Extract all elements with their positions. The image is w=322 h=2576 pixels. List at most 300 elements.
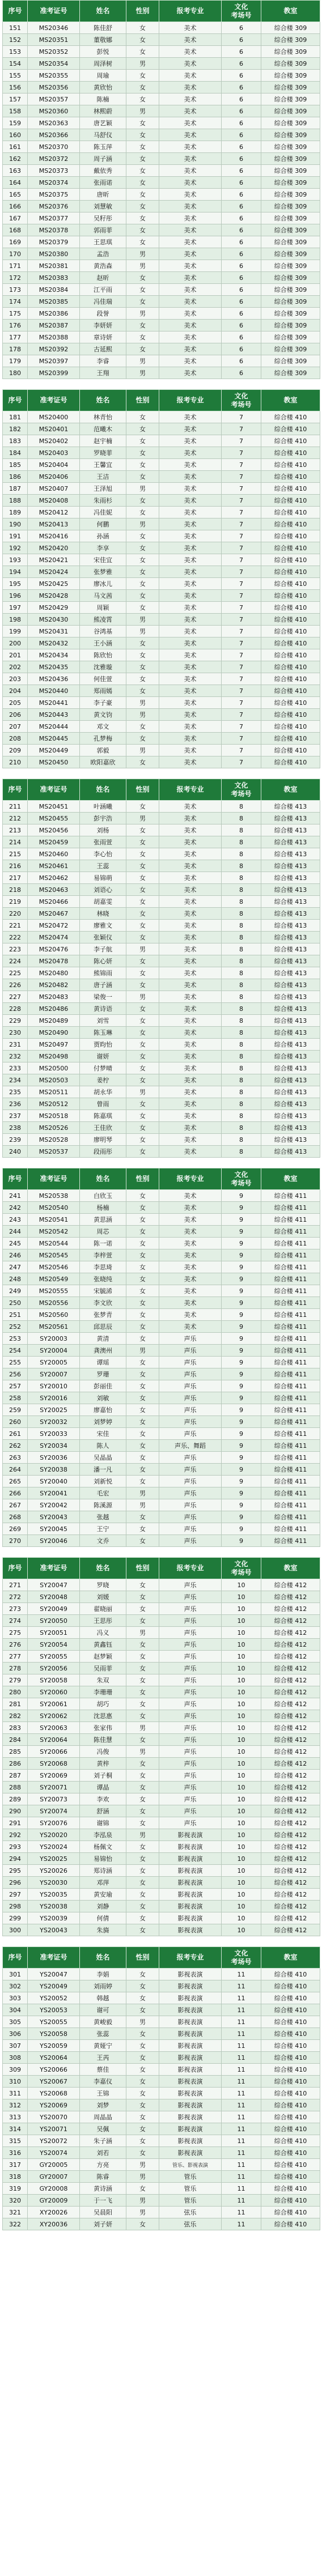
cell-name: 张梦青	[80, 1309, 126, 1321]
cell-major: 美术	[159, 471, 222, 483]
table-row	[3, 141, 320, 153]
table-row	[3, 284, 320, 296]
cell-exam: YS20043	[28, 1924, 80, 1936]
cell-name: 吴雨菲	[80, 1663, 126, 1674]
table-row	[3, 2171, 320, 2183]
cell-gender: 女	[126, 1404, 159, 1416]
cell-room: 6	[222, 260, 261, 272]
cell-exam: YS20024	[28, 1841, 80, 1853]
cell-exam: MS20392	[28, 343, 80, 355]
cell-name: 张越	[80, 1511, 126, 1523]
cell-major: 美术	[159, 649, 222, 661]
cell-name: 谢锦	[80, 1817, 126, 1829]
cell-exam: MS20370	[28, 141, 80, 153]
cell-name: 易锦怡	[80, 1853, 126, 1865]
table-row	[3, 756, 320, 768]
cell-gender: 女	[126, 70, 159, 82]
cell-major: 美术	[159, 331, 222, 343]
cell-exam: XY20036	[28, 2218, 80, 2230]
cell-exam: SY20046	[28, 1535, 80, 1547]
column-header-name: 姓名	[80, 1168, 126, 1190]
cell-gender: 女	[126, 272, 159, 284]
table-row	[3, 1535, 320, 1547]
cell-room: 6	[222, 22, 261, 34]
cell-seq: 211	[3, 801, 28, 813]
column-header-exam: 准考证号	[28, 1168, 80, 1190]
table-row	[3, 411, 320, 423]
cell-room: 11	[222, 2171, 261, 2183]
table-row	[3, 1651, 320, 1663]
cell-seq: 184	[3, 447, 28, 459]
cell-room: 10	[222, 1877, 261, 1889]
cell-classroom: 综合楼 309	[261, 93, 320, 105]
cell-seq: 260	[3, 1416, 28, 1428]
cell-exam: SY20036	[28, 1452, 80, 1464]
cell-exam: MS20489	[28, 1015, 80, 1027]
cell-major: 美术	[159, 602, 222, 614]
cell-classroom: 综合楼 410	[261, 745, 320, 756]
cell-exam: YS20059	[28, 2040, 80, 2052]
table-row	[3, 542, 320, 554]
cell-classroom: 综合楼 309	[261, 212, 320, 224]
cell-seq: 159	[3, 117, 28, 129]
cell-room: 10	[222, 1746, 261, 1758]
cell-exam: MS20459	[28, 836, 80, 848]
cell-name: 郭毅	[80, 745, 126, 756]
cell-name: 黄诗涵	[80, 2183, 126, 2195]
cell-gender: 女	[126, 1392, 159, 1404]
cell-name: 罗晓	[80, 1579, 126, 1591]
cell-room: 11	[222, 1992, 261, 2004]
cell-seq: 205	[3, 697, 28, 709]
cell-exam: SY20054	[28, 1639, 80, 1651]
cell-seq: 288	[3, 1782, 28, 1793]
cell-major: 美术	[159, 248, 222, 260]
cell-major: 声乐	[159, 1615, 222, 1627]
table-row	[3, 1015, 320, 1027]
cell-exam: MS20540	[28, 1202, 80, 1214]
table-row	[3, 201, 320, 212]
cell-seq: 183	[3, 435, 28, 447]
column-header-major: 报考专业	[159, 1168, 222, 1190]
cell-name: 李梓萱	[80, 1249, 126, 1261]
table-row	[3, 343, 320, 355]
cell-classroom: 综合楼 309	[261, 22, 320, 34]
cell-name: 戴依秀	[80, 165, 126, 177]
cell-classroom: 综合楼 410	[261, 733, 320, 745]
cell-gender: 女	[126, 1146, 159, 1158]
table-row	[3, 1793, 320, 1805]
cell-major: 美术	[159, 343, 222, 355]
cell-name: 陈佳慧	[80, 1734, 126, 1746]
cell-name: 陈欣怡	[80, 649, 126, 661]
table-row	[3, 813, 320, 824]
table-row	[3, 991, 320, 1003]
cell-seq: 225	[3, 967, 28, 979]
cell-room: 7	[222, 447, 261, 459]
cell-seq: 269	[3, 1523, 28, 1535]
table-row	[3, 1969, 320, 1980]
cell-gender: 女	[126, 1321, 159, 1333]
cell-classroom: 综合楼 410	[261, 554, 320, 566]
cell-room: 9	[222, 1202, 261, 1214]
cell-name: 谢可	[80, 2004, 126, 2016]
table-row	[3, 745, 320, 756]
cell-classroom: 综合楼 411	[261, 1309, 320, 1321]
cell-major: 美术	[159, 955, 222, 967]
cell-name: 李欢	[80, 1793, 126, 1805]
column-header-seq: 序号	[3, 1168, 28, 1190]
cell-gender: 女	[126, 1758, 159, 1770]
cell-seq: 182	[3, 423, 28, 435]
cell-major: 美术	[159, 1122, 222, 1134]
cell-gender: 女	[126, 1062, 159, 1074]
table-row	[3, 1591, 320, 1603]
cell-major: 美术	[159, 70, 222, 82]
cell-gender: 女	[126, 685, 159, 697]
cell-gender: 女	[126, 1865, 159, 1877]
cell-major: 美术	[159, 320, 222, 331]
cell-gender: 女	[126, 967, 159, 979]
cell-name: 刘慧敏	[80, 201, 126, 212]
cell-classroom: 综合楼 410	[261, 483, 320, 495]
cell-room: 7	[222, 745, 261, 756]
cell-name: 王翔	[80, 367, 126, 379]
cell-major: 声乐	[159, 1487, 222, 1499]
cell-gender: 女	[126, 2099, 159, 2111]
cell-major: 美术	[159, 411, 222, 423]
column-header-gender: 性别	[126, 1947, 159, 1969]
cell-exam: SY20060	[28, 1686, 80, 1698]
cell-name: 廖雅文	[80, 920, 126, 932]
cell-exam: MS20436	[28, 673, 80, 685]
table-row	[3, 896, 320, 908]
cell-gender: 女	[126, 1051, 159, 1062]
cell-exam: MS20425	[28, 578, 80, 590]
cell-classroom: 综合楼 411	[261, 1499, 320, 1511]
cell-seq: 179	[3, 355, 28, 367]
cell-classroom: 综合楼 411	[261, 1368, 320, 1380]
cell-exam: SY20064	[28, 1734, 80, 1746]
cell-seq: 152	[3, 34, 28, 46]
cell-seq: 175	[3, 308, 28, 320]
cell-name: 翟晓丽	[80, 1603, 126, 1615]
table-row	[3, 848, 320, 860]
cell-major: 美术	[159, 908, 222, 920]
cell-gender: 女	[126, 2135, 159, 2147]
cell-major: 弦乐	[159, 2207, 222, 2218]
cell-room: 11	[222, 1969, 261, 1980]
cell-exam: MS20503	[28, 1074, 80, 1086]
cell-exam: MS20549	[28, 1273, 80, 1285]
cell-name: 段雨彤	[80, 1146, 126, 1158]
cell-room: 7	[222, 697, 261, 709]
cell-room: 11	[222, 2004, 261, 2016]
cell-classroom: 综合楼 309	[261, 296, 320, 308]
cell-room: 11	[222, 2147, 261, 2159]
cell-classroom: 综合楼 412	[261, 1853, 320, 1865]
cell-exam: MS20555	[28, 1285, 80, 1297]
cell-seq: 315	[3, 2135, 28, 2147]
cell-room: 10	[222, 1663, 261, 1674]
cell-exam: SY20033	[28, 1428, 80, 1440]
cell-gender: 男	[126, 709, 159, 721]
cell-gender: 女	[126, 884, 159, 896]
cell-exam: MS20376	[28, 201, 80, 212]
cell-seq: 308	[3, 2052, 28, 2064]
cell-room: 9	[222, 1321, 261, 1333]
cell-name: 廖明琴	[80, 1134, 126, 1146]
column-header-room: 文化 考场号	[222, 1947, 261, 1969]
cell-gender: 女	[126, 117, 159, 129]
cell-gender: 女	[126, 177, 159, 189]
cell-exam: MS20474	[28, 932, 80, 943]
cell-major: 影视表演	[159, 1992, 222, 2004]
cell-major: 美术	[159, 1086, 222, 1098]
cell-seq: 295	[3, 1865, 28, 1877]
cell-seq: 311	[3, 2088, 28, 2099]
cell-gender: 男	[126, 248, 159, 260]
cell-major: 影视表演	[159, 2052, 222, 2064]
cell-major: 美术	[159, 1285, 222, 1297]
cell-name: 章诗妍	[80, 331, 126, 343]
cell-exam: SY20016	[28, 1392, 80, 1404]
cell-name: 梁俊一	[80, 991, 126, 1003]
cell-major: 美术	[159, 685, 222, 697]
cell-room: 9	[222, 1452, 261, 1464]
cell-classroom: 综合楼 413	[261, 943, 320, 955]
cell-exam: SY20049	[28, 1603, 80, 1615]
cell-classroom: 综合楼 411	[261, 1333, 320, 1345]
cell-major: 美术	[159, 721, 222, 733]
roster-table	[2, 1557, 320, 1936]
cell-classroom: 综合楼 412	[261, 1770, 320, 1782]
cell-classroom: 综合楼 412	[261, 1877, 320, 1889]
cell-major: 美术	[159, 967, 222, 979]
cell-room: 9	[222, 1190, 261, 1202]
cell-classroom: 综合楼 412	[261, 1889, 320, 1901]
column-header-classroom: 教室	[261, 779, 320, 801]
cell-name: 黄思涵	[80, 1214, 126, 1226]
cell-major: 声乐	[159, 1639, 222, 1651]
cell-room: 7	[222, 649, 261, 661]
cell-room: 8	[222, 1134, 261, 1146]
cell-seq: 157	[3, 93, 28, 105]
cell-gender: 女	[126, 411, 159, 423]
cell-seq: 162	[3, 153, 28, 165]
cell-exam: MS20399	[28, 367, 80, 379]
cell-name: 王馨宜	[80, 459, 126, 471]
table-row	[3, 943, 320, 955]
table-row	[3, 1853, 320, 1865]
cell-room: 10	[222, 1770, 261, 1782]
cell-name: 周晶晶	[80, 2111, 126, 2123]
cell-seq: 224	[3, 955, 28, 967]
cell-major: 声乐	[159, 1817, 222, 1829]
cell-classroom: 综合楼 413	[261, 920, 320, 932]
cell-exam: MS20518	[28, 1110, 80, 1122]
table-row	[3, 1674, 320, 1686]
cell-name: 邱思辰	[80, 1321, 126, 1333]
cell-name: 王佳欣	[80, 1122, 126, 1134]
cell-exam: MS20445	[28, 733, 80, 745]
cell-exam: SY20055	[28, 1651, 80, 1663]
table-row	[3, 1110, 320, 1122]
cell-classroom: 综合楼 412	[261, 1829, 320, 1841]
table-row	[3, 224, 320, 236]
table-row	[3, 1416, 320, 1428]
table-row	[3, 2147, 320, 2159]
cell-seq: 292	[3, 1829, 28, 1841]
cell-major: 声乐	[159, 1722, 222, 1734]
cell-seq: 208	[3, 733, 28, 745]
cell-seq: 266	[3, 1487, 28, 1499]
cell-room: 6	[222, 236, 261, 248]
cell-seq: 194	[3, 566, 28, 578]
table-row	[3, 2207, 320, 2218]
cell-gender: 女	[126, 2064, 159, 2076]
cell-gender: 男	[126, 1829, 159, 1841]
cell-seq: 158	[3, 105, 28, 117]
cell-exam: YS20030	[28, 1877, 80, 1889]
table-row	[3, 1261, 320, 1273]
cell-exam: MS20544	[28, 1238, 80, 1249]
cell-gender: 女	[126, 1651, 159, 1663]
cell-classroom: 综合楼 411	[261, 1238, 320, 1249]
cell-gender: 女	[126, 1901, 159, 1912]
cell-major: 声乐	[159, 1770, 222, 1782]
cell-room: 10	[222, 1615, 261, 1627]
cell-name: 刘若	[80, 2147, 126, 2159]
cell-classroom: 综合楼 413	[261, 1110, 320, 1122]
column-header-seq: 序号	[3, 1558, 28, 1579]
cell-classroom: 综合楼 309	[261, 236, 320, 248]
cell-major: 影视表演	[159, 1889, 222, 1901]
cell-classroom: 综合楼 411	[261, 1285, 320, 1297]
cell-major: 美术	[159, 260, 222, 272]
cell-exam: MS20408	[28, 495, 80, 507]
cell-room: 9	[222, 1464, 261, 1476]
cell-gender: 女	[126, 661, 159, 673]
cell-gender: 女	[126, 320, 159, 331]
cell-seq: 212	[3, 813, 28, 824]
table-row	[3, 153, 320, 165]
cell-classroom: 综合楼 412	[261, 1579, 320, 1591]
cell-classroom: 综合楼 309	[261, 141, 320, 153]
cell-gender: 女	[126, 1591, 159, 1603]
cell-name: 张梦雅	[80, 566, 126, 578]
table-row	[3, 1027, 320, 1039]
cell-seq: 207	[3, 721, 28, 733]
cell-classroom: 综合楼 309	[261, 189, 320, 201]
cell-name: 张家伟	[80, 1722, 126, 1734]
cell-major: 声乐	[159, 1591, 222, 1603]
cell-exam: SY20010	[28, 1380, 80, 1392]
cell-name: 范曦木	[80, 423, 126, 435]
table-row	[3, 1603, 320, 1615]
table-row	[3, 1579, 320, 1591]
table-row	[3, 1487, 320, 1499]
cell-name: 彭宇浩	[80, 813, 126, 824]
cell-major: 美术	[159, 872, 222, 884]
cell-gender: 女	[126, 2004, 159, 2016]
cell-name: 董敬娜	[80, 34, 126, 46]
cell-gender: 女	[126, 1285, 159, 1297]
cell-seq: 301	[3, 1969, 28, 1980]
cell-exam: YS20066	[28, 2064, 80, 2076]
cell-exam: MS20400	[28, 411, 80, 423]
table-row	[3, 1440, 320, 1452]
cell-exam: MS20360	[28, 105, 80, 117]
cell-seq: 257	[3, 1380, 28, 1392]
cell-name: 韩越	[80, 1992, 126, 2004]
cell-exam: MS20424	[28, 566, 80, 578]
cell-seq: 201	[3, 649, 28, 661]
cell-major: 影视表演	[159, 2135, 222, 2147]
cell-major: 美术	[159, 105, 222, 117]
cell-gender: 女	[126, 495, 159, 507]
cell-exam: MS20498	[28, 1051, 80, 1062]
cell-exam: MS20460	[28, 848, 80, 860]
table-row	[3, 2040, 320, 2052]
cell-major: 声乐	[159, 1805, 222, 1817]
cell-name: 朱雨杉	[80, 495, 126, 507]
cell-room: 9	[222, 1273, 261, 1285]
column-header-room: 文化 考场号	[222, 1, 261, 22]
cell-name: 黄欣怡	[80, 82, 126, 93]
column-header-classroom: 教室	[261, 390, 320, 411]
cell-exam: SY20056	[28, 1663, 80, 1674]
cell-exam: MS20404	[28, 459, 80, 471]
cell-room: 10	[222, 1710, 261, 1722]
cell-name: 唐艺颖	[80, 117, 126, 129]
cell-major: 美术	[159, 1074, 222, 1086]
cell-room: 8	[222, 884, 261, 896]
cell-name: 白欣玉	[80, 1190, 126, 1202]
cell-major: 美术	[159, 860, 222, 872]
cell-gender: 女	[126, 1226, 159, 1238]
column-header-major: 报考专业	[159, 1947, 222, 1969]
cell-gender: 女	[126, 284, 159, 296]
cell-exam: MS20355	[28, 70, 80, 82]
cell-gender: 男	[126, 308, 159, 320]
cell-exam: MS20467	[28, 908, 80, 920]
cell-seq: 304	[3, 2004, 28, 2016]
cell-classroom: 综合楼 413	[261, 908, 320, 920]
cell-room: 6	[222, 308, 261, 320]
cell-seq: 270	[3, 1535, 28, 1547]
cell-gender: 女	[126, 1805, 159, 1817]
cell-exam: MS20403	[28, 447, 80, 459]
table-row	[3, 2088, 320, 2099]
cell-major: 影视表演	[159, 2099, 222, 2111]
cell-seq: 293	[3, 1841, 28, 1853]
cell-room: 7	[222, 459, 261, 471]
table-row	[3, 530, 320, 542]
cell-major: 美术	[159, 661, 222, 673]
cell-major: 影视表演	[159, 2123, 222, 2135]
header-row	[3, 390, 320, 411]
column-header-gender: 性别	[126, 1168, 159, 1190]
table-row	[3, 1901, 320, 1912]
cell-seq: 192	[3, 542, 28, 554]
table-row	[3, 614, 320, 626]
table-row	[3, 2076, 320, 2088]
cell-major: 管乐	[159, 2183, 222, 2195]
cell-classroom: 综合楼 411	[261, 1476, 320, 1487]
cell-major: 美术	[159, 129, 222, 141]
cell-classroom: 综合楼 309	[261, 34, 320, 46]
